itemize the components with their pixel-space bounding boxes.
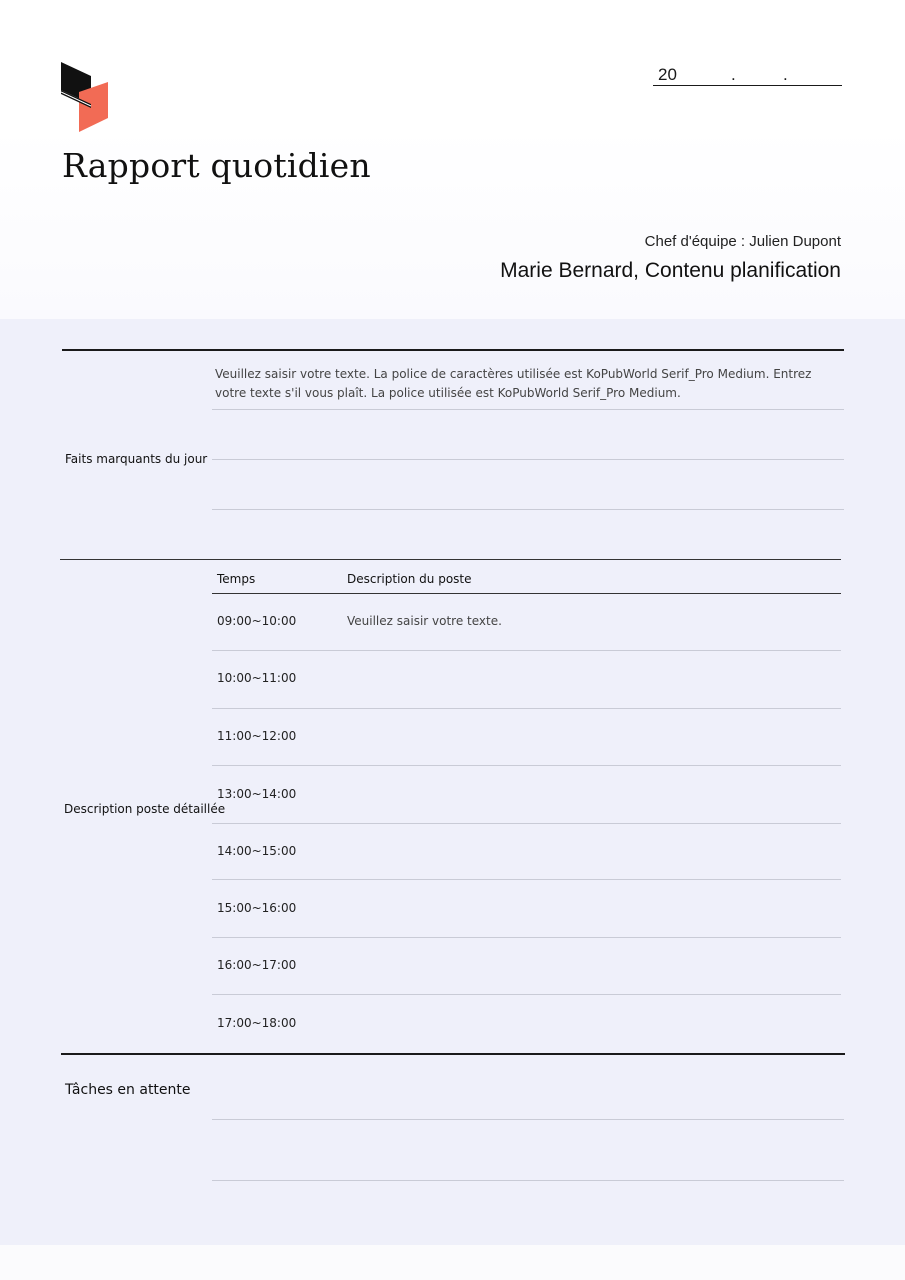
row-divider [212, 708, 841, 709]
section-divider [62, 349, 844, 351]
row-divider [212, 879, 841, 880]
description-cell[interactable]: Veuillez saisir votre texte. [347, 614, 502, 628]
section-divider [61, 1053, 845, 1055]
table-header-divider [212, 593, 841, 594]
time-cell: 17:00~18:00 [217, 1016, 297, 1030]
entry-line [212, 459, 844, 460]
team-leader-line: Chef d'équipe : Julien Dupont [644, 233, 841, 250]
date-separator: . [731, 65, 736, 84]
entry-line [212, 409, 844, 410]
highlights-text[interactable]: Veuillez saisir votre texte. La police de caractères utilisée est KoPubWorld Serif_Pro Medium. Entrez votre texte s'il vous plaît. La police utilisée est KoPubWorld Serif_Pro Medium. [215, 367, 812, 400]
time-cell: 11:00~12:00 [217, 729, 297, 743]
company-logo [61, 62, 109, 134]
date-year-prefix: 20 [658, 65, 677, 84]
date-separator: . [783, 65, 788, 84]
schedule-label: Description poste détaillée [64, 802, 226, 816]
column-header-time: Temps [217, 572, 256, 586]
row-divider [212, 823, 841, 824]
page-title: Rapport quotidien [62, 146, 371, 185]
time-cell: 10:00~11:00 [217, 671, 297, 685]
column-header-description: Description du poste [347, 572, 472, 586]
highlights-label: Faits marquants du jour [65, 452, 208, 466]
time-cell: 09:00~10:00 [217, 614, 297, 628]
row-divider [212, 937, 841, 938]
row-divider [212, 765, 841, 766]
time-cell: 16:00~17:00 [217, 958, 297, 972]
pending-tasks-label: Tâches en attente [65, 1082, 191, 1098]
date-field[interactable] [653, 63, 842, 86]
entry-line [212, 1119, 844, 1120]
row-divider [212, 994, 841, 995]
time-cell: 13:00~14:00 [217, 787, 297, 801]
footer-area [0, 1245, 905, 1280]
section-divider [60, 559, 841, 560]
time-cell: 14:00~15:00 [217, 844, 297, 858]
entry-line [212, 1180, 844, 1181]
time-cell: 15:00~16:00 [217, 901, 297, 915]
entry-line [212, 509, 844, 510]
author-line: Marie Bernard, Contenu planification [500, 259, 841, 282]
row-divider [212, 650, 841, 651]
